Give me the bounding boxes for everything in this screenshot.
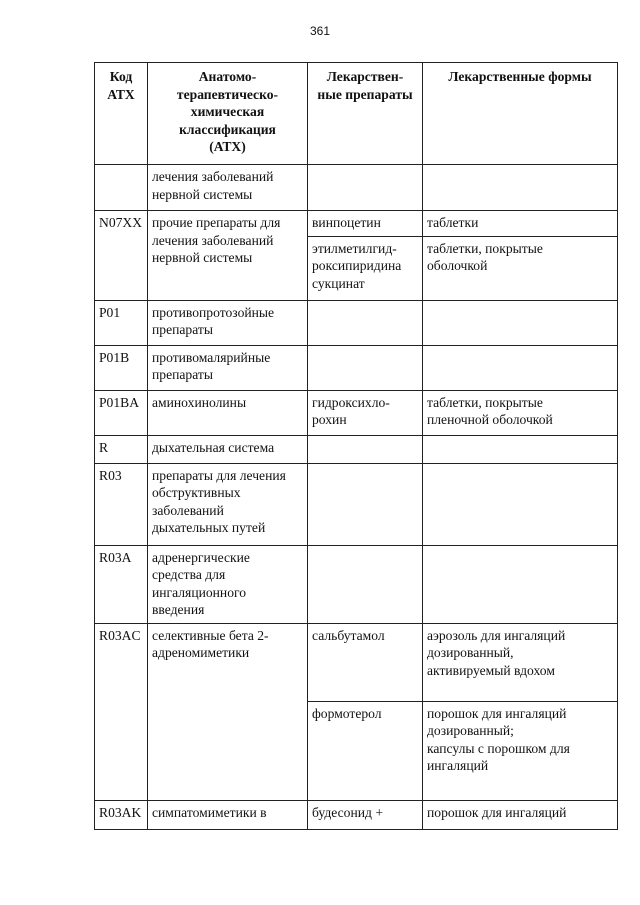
drug-cell: гидроксихло- рохин bbox=[308, 390, 423, 435]
dosage-form-cell: порошок для ингаляций дозированный; капсулы с порошком для ингаляций bbox=[423, 701, 618, 800]
drug-cell: будесонид + bbox=[308, 800, 423, 829]
dosage-form-cell bbox=[423, 165, 618, 211]
dosage-form-cell bbox=[423, 345, 618, 390]
drug-cell: этилметилгид- роксипиридина сукцинат bbox=[308, 236, 423, 300]
header-atx-code: Код АТХ bbox=[95, 63, 148, 165]
atx-code-cell bbox=[95, 165, 148, 211]
table-row bbox=[95, 800, 618, 829]
drug-cell bbox=[308, 165, 423, 211]
atx-code-cell: R03A bbox=[95, 545, 148, 623]
table-row bbox=[95, 463, 618, 545]
atx-code-cell: P01 bbox=[95, 300, 148, 345]
classification-cell: лечения заболеваний нервной системы bbox=[148, 165, 308, 211]
atx-code-cell: R03AK bbox=[95, 800, 148, 829]
atx-code-cell: R bbox=[95, 435, 148, 463]
table-row bbox=[95, 390, 618, 435]
classification-cell: прочие препараты для лечения заболеваний нервной системы bbox=[148, 211, 308, 301]
atx-code-cell: R03 bbox=[95, 463, 148, 545]
table-row bbox=[95, 545, 618, 623]
atx-code-cell: R03AC bbox=[95, 623, 148, 800]
atx-code-cell: P01BA bbox=[95, 390, 148, 435]
drug-cell bbox=[308, 345, 423, 390]
dosage-form-cell: таблетки, покрытые оболочкой bbox=[423, 236, 618, 300]
classification-cell: препараты для лечения обструктивных заболеваний дыхательных путей bbox=[148, 463, 308, 545]
dosage-form-cell: порошок для ингаляций bbox=[423, 800, 618, 829]
atx-drug-table bbox=[94, 62, 618, 830]
dosage-form-cell bbox=[423, 300, 618, 345]
drug-cell: сальбутамол bbox=[308, 623, 423, 701]
drug-cell bbox=[308, 300, 423, 345]
dosage-form-cell bbox=[423, 435, 618, 463]
atx-code-cell: N07XX bbox=[95, 211, 148, 301]
dosage-form-cell bbox=[423, 545, 618, 623]
table-row bbox=[95, 345, 618, 390]
drug-cell bbox=[308, 463, 423, 545]
dosage-form-cell: аэрозоль для ингаляций дозированный, активируемый вдохом bbox=[423, 623, 618, 701]
header-dosage-forms: Лекарственные формы bbox=[423, 63, 618, 165]
table-row bbox=[95, 211, 618, 237]
dosage-form-cell: таблетки bbox=[423, 211, 618, 237]
table-row bbox=[95, 300, 618, 345]
classification-cell: селективные бета 2- адреномиметики bbox=[148, 623, 308, 800]
classification-cell: противомалярийные препараты bbox=[148, 345, 308, 390]
classification-cell: адренергические средства для ингаляционного введения bbox=[148, 545, 308, 623]
table-row bbox=[95, 623, 618, 701]
drug-cell bbox=[308, 435, 423, 463]
dosage-form-cell: таблетки, покрытые пленочной оболочкой bbox=[423, 390, 618, 435]
classification-cell: симпатомиметики в bbox=[148, 800, 308, 829]
drug-cell bbox=[308, 545, 423, 623]
table-row bbox=[95, 165, 618, 211]
dosage-form-cell bbox=[423, 463, 618, 545]
classification-cell: противопротозойные препараты bbox=[148, 300, 308, 345]
atx-code-cell: P01B bbox=[95, 345, 148, 390]
table-row bbox=[95, 435, 618, 463]
drug-cell: винпоцетин bbox=[308, 211, 423, 237]
header-classification: Анатомо- терапевтическо- химическая классификация (АТХ) bbox=[148, 63, 308, 165]
classification-cell: дыхательная система bbox=[148, 435, 308, 463]
drug-cell: формотерол bbox=[308, 701, 423, 800]
header-drugs: Лекарствен- ные препараты bbox=[308, 63, 423, 165]
table-header-row bbox=[95, 63, 618, 165]
classification-cell: аминохинолины bbox=[148, 390, 308, 435]
page-number: 361 bbox=[309, 24, 331, 38]
